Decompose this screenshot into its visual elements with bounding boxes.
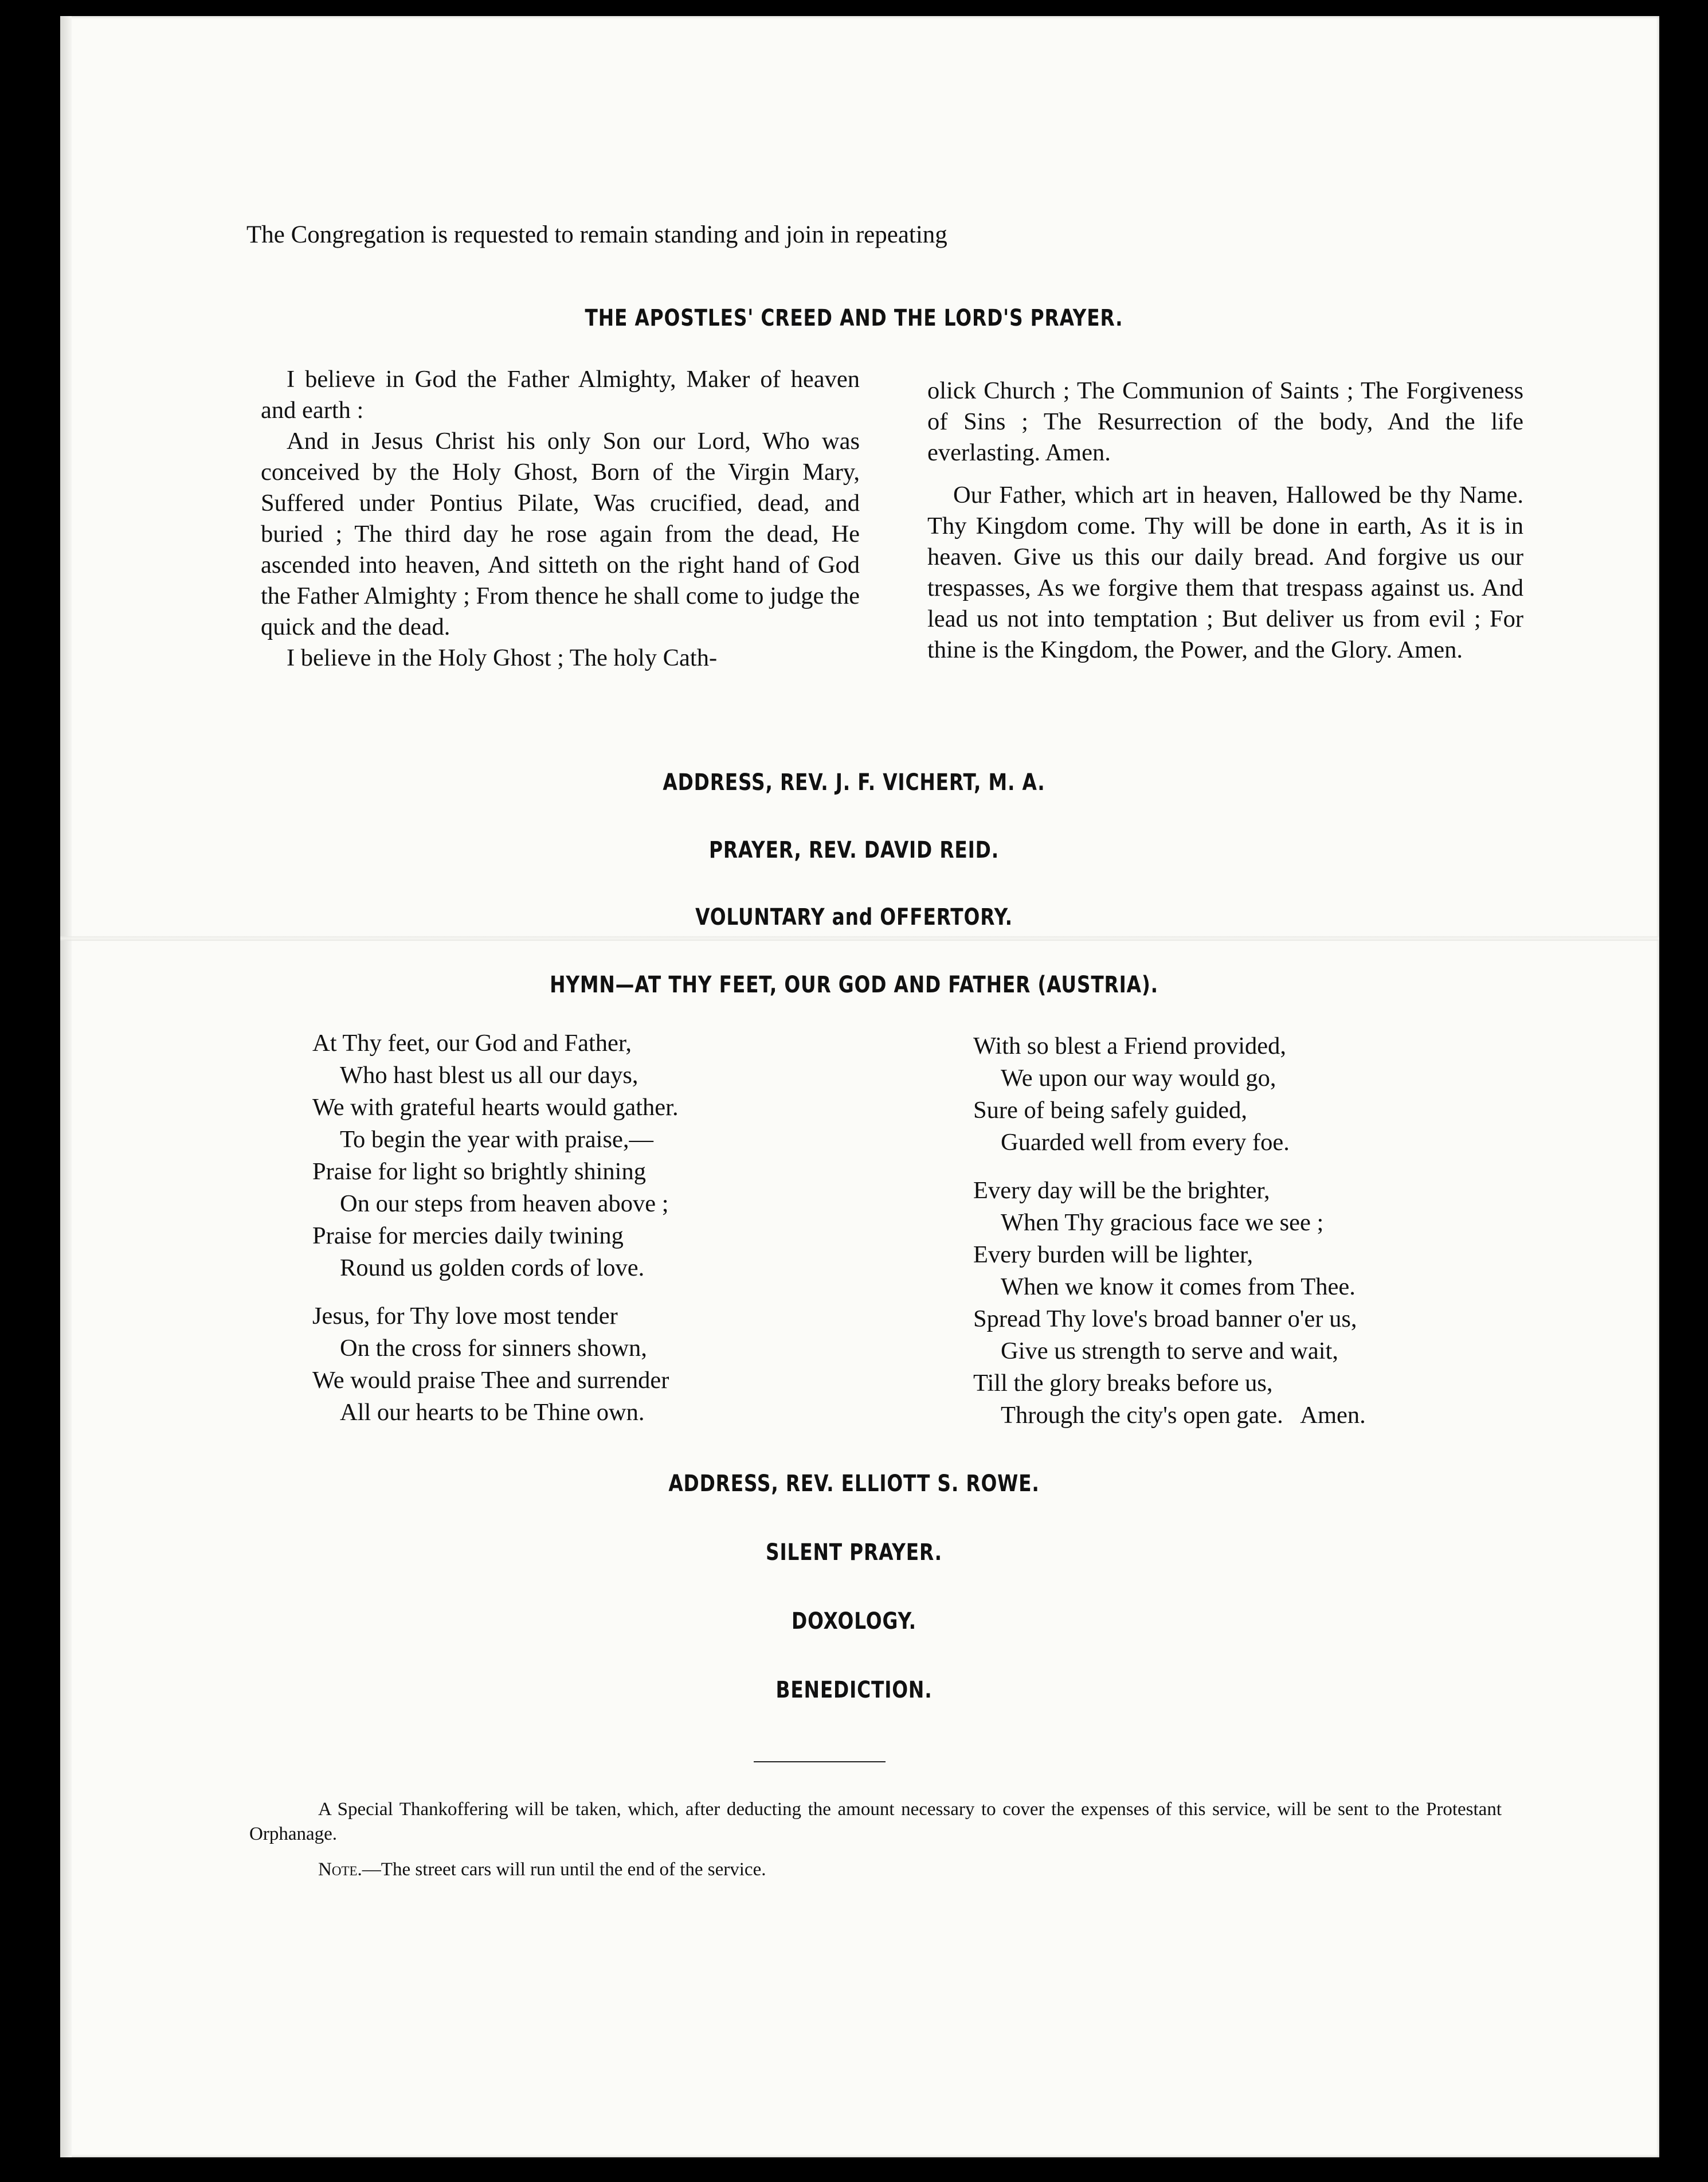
hymn-line: On the cross for sinners shown, — [340, 1335, 647, 1362]
hymn-stanza — [312, 1027, 679, 1284]
thankoffering-note: A Special Thankoffering will be taken, which, after deducting the amount necessary to cover the expenses of this service, will be sent to the Protestant Orphanage. — [249, 1799, 1502, 1844]
hymn-heading: HYMN—AT THY FEET, OUR GOD AND FATHER (AUSTRIA). — [550, 972, 1158, 998]
creed-heading: THE APOSTLES' CREED AND THE LORD'S PRAYER. — [585, 305, 1123, 331]
hymn-line: At Thy feet, our God and Father, — [312, 1030, 632, 1057]
creed-paragraph: I believe in the Holy Ghost ; The holy Cath- — [287, 644, 718, 671]
hymn-right-column — [973, 1030, 1366, 1448]
hymn-line: Through the city's open gate. Amen. — [1001, 1402, 1366, 1429]
hymn-line: To begin the year with praise,— — [340, 1126, 654, 1153]
page-edge-shadow — [60, 16, 72, 2157]
lords-prayer-paragraph: Our Father, which art in heaven, Hallowed be thy Name. Thy Kingdom come. Thy will be done in earth, As it is in heaven. Give us this our daily bread. And forgive us our trespasses, As we forgive them that trespass against us. And lead us not into temptation ; But deliver us from evil ; For thine is the Kingdom, the Power, and the Glory. Amen. — [927, 482, 1523, 663]
hymn-stanza — [973, 1175, 1366, 1432]
hymn-stanza — [312, 1300, 679, 1429]
creed-paragraph: olick Church ; The Communion of Saints ; The Forgiveness of Sins ; The Resurrection of the body, And the life everlasting. Amen. — [927, 377, 1523, 466]
hymn-line: Guarded well from every foe. — [1001, 1129, 1290, 1156]
hymn-line: On our steps from heaven above ; — [340, 1190, 669, 1217]
hymn-line: Give us strength to serve and wait, — [1001, 1338, 1338, 1364]
creed-paragraph: I believe in God the Father Almighty, Maker of heaven and earth : — [261, 366, 860, 424]
divider-rule — [754, 1761, 886, 1762]
hymn-stanza — [973, 1030, 1366, 1159]
hymn-line: Jesus, for Thy love most tender — [312, 1303, 618, 1329]
hymn-left-column — [312, 1027, 679, 1445]
silent-prayer-heading: SILENT PRAYER. — [766, 1539, 942, 1566]
hymn-line: Till the glory breaks before us, — [973, 1370, 1273, 1397]
creed-right-column — [927, 376, 1523, 666]
page-fold — [60, 936, 1659, 941]
hymn-line: With so blest a Friend provided, — [973, 1033, 1286, 1059]
hymn-line: Spread Thy love's broad banner o'er us, — [973, 1305, 1357, 1332]
intro-line: The Congregation is requested to remain standing and join in repeating — [246, 221, 947, 248]
hymn-line: When Thy gracious face we see ; — [1001, 1209, 1324, 1236]
benediction-heading: BENEDICTION. — [775, 1677, 933, 1703]
hymn-line: Who hast blest us all our days, — [340, 1062, 638, 1089]
hymn-line: We upon our way would go, — [1001, 1065, 1276, 1092]
hymn-line: Praise for light so brightly shining — [312, 1158, 646, 1185]
prayer-reid-heading: PRAYER, REV. DAVID REID. — [708, 837, 999, 863]
address-vichert-heading: ADDRESS, REV. J. F. VICHERT, M. A. — [663, 769, 1045, 796]
hymn-line: Praise for mercies daily twining — [312, 1222, 624, 1249]
voluntary-offertory-heading: VOLUNTARY and OFFERTORY. — [695, 904, 1013, 930]
street-cars-note — [318, 1858, 766, 1882]
hymn-line: We with grateful hearts would gather. — [312, 1094, 679, 1121]
note-label: Note. — [318, 1859, 362, 1880]
hymn-line: Every day will be the brighter, — [973, 1177, 1270, 1204]
hymn-line: Sure of being safely guided, — [973, 1097, 1248, 1124]
hymn-line: All our hearts to be Thine own. — [340, 1399, 645, 1426]
creed-paragraph: And in Jesus Christ his only Son our Lord, Who was conceived by the Holy Ghost, Born of the Virgin Mary, Suffered under Pontius Pilate, Was crucified, dead, and buried ; The third day he rose again from the dead, He ascended into heaven, And sitteth on the right hand of God the Father Almighty ; From thence he shall come to judge the quick and the dead. — [261, 428, 860, 640]
creed-left-column — [261, 364, 860, 674]
doxology-heading: DOXOLOGY. — [792, 1608, 916, 1634]
address-rowe-heading: ADDRESS, REV. ELLIOTT S. ROWE. — [668, 1471, 1040, 1497]
hymn-line: Round us golden cords of love. — [340, 1254, 645, 1281]
hymn-line: We would praise Thee and surrender — [312, 1367, 669, 1394]
hymn-line: When we know it comes from Thee. — [1001, 1273, 1356, 1300]
note-text: —The street cars will run until the end of the service. — [362, 1859, 766, 1880]
hymn-line: Every burden will be lighter, — [973, 1241, 1253, 1268]
